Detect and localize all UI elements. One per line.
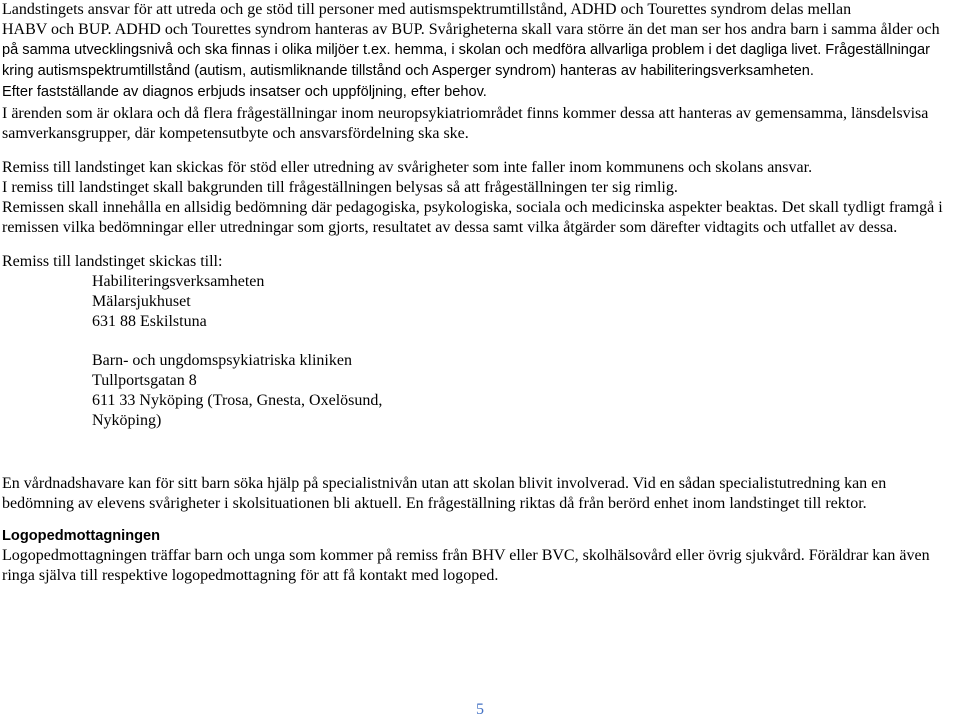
address-habilitering bbox=[2, 272, 958, 332]
address-line: Barn- och ungdomspsykiatriska kliniken bbox=[92, 352, 352, 369]
text-line: Landstingets ansvar för att utreda och ge stöd till personer med autismspektrumtillstånd, ADHD och Tourettes syndrom delas mellan bbox=[2, 1, 852, 18]
text-line: I remiss till landstinget skall bakgrunden till frågeställningen belysas så att frågeställningen ter sig rimlig. bbox=[2, 179, 678, 196]
document-page bbox=[2, 0, 958, 586]
text-line: remissen vilka bedömningar eller utredningar som gjorts, resultatet av dessa samt vilka åtgärder som därefter vidtagits och utfallet av dessa. bbox=[2, 219, 898, 236]
paragraph-responsibility-cont bbox=[2, 40, 958, 103]
address-line: Habiliteringsverksamheten bbox=[92, 273, 265, 290]
address-intro: Remiss till landstinget skickas till: bbox=[2, 253, 223, 270]
text-line: på samma utvecklingsnivå och ska finnas i olika miljöer t.ex. hemma, i skolan och medföra allvarliga problem i det dagliga livet. Frågeställningar bbox=[2, 42, 930, 58]
paragraph-referral bbox=[2, 158, 958, 238]
text-line: Remiss till landstinget kan skickas för stöd eller utredning av svårigheter som inte faller inom kommunens och skolans ansvar. bbox=[2, 159, 813, 176]
paragraph-cooperation bbox=[2, 104, 958, 144]
address-line: Tullportsgatan 8 bbox=[92, 372, 197, 389]
text-line: samverkansgrupper, där kompetensutbyte och ansvarsfördelning ska ske. bbox=[2, 125, 469, 142]
address-line: 631 88 Eskilstuna bbox=[92, 313, 207, 330]
paragraph-logoped bbox=[2, 546, 958, 586]
address-line: Mälarsjukhuset bbox=[92, 293, 191, 310]
text-line: En vårdnadshavare kan för sitt barn söka hjälp på specialistnivån utan att skolan blivit involverad. Vid en sådan specialistutredning kan en bbox=[2, 475, 887, 492]
text-line: kring autismspektrumtillstånd (autism, autismliknande tillstånd och Asperger syndrom) hanteras av habiliteringsverksamheten. bbox=[2, 63, 814, 79]
address-line: Nyköping) bbox=[92, 412, 162, 429]
text-line: bedömning av elevens svårigheter i skolsituationen bli aktuell. En frågeställning riktas då från berörd enhet inom landstinget till rektor. bbox=[2, 495, 867, 512]
text-line: Remissen skall innehålla en allsidig bedömning där pedagogiska, psykologiska, sociala och medicinska aspekter beaktas. Det skall tydligt framgå i bbox=[2, 199, 943, 216]
paragraph-guardian bbox=[2, 474, 958, 514]
address-block bbox=[2, 252, 958, 431]
text-line: Logopedmottagningen träffar barn och unga som kommer på remiss från BHV eller BVC, skolhälsovård eller övrig sjukvård. Föräldrar kan även bbox=[2, 547, 930, 564]
address-line: 611 33 Nyköping (Trosa, Gnesta, Oxelösund, bbox=[92, 392, 383, 409]
text-line: I ärenden som är oklara och då flera frågeställningar inom neuropsykiatriområdet finns kommer dessa att hanteras av gemensamma, länsdelsvisa bbox=[2, 105, 929, 122]
text-line: HABV och BUP. ADHD och Tourettes syndrom hanteras av BUP. Svårigheterna skall vara större än det man ser hos andra barn i samma ålder och bbox=[2, 21, 940, 38]
address-bup bbox=[2, 351, 958, 431]
page-number: 5 bbox=[476, 701, 484, 718]
paragraph-responsibility bbox=[2, 0, 958, 40]
text-line: Efter fastställande av diagnos erbjuds insatser och uppföljning, efter behov. bbox=[2, 84, 487, 100]
text-line: ringa själva till respektive logopedmottagning för att få kontakt med logoped. bbox=[2, 567, 499, 584]
section-heading-logoped: Logopedmottagningen bbox=[2, 528, 161, 544]
